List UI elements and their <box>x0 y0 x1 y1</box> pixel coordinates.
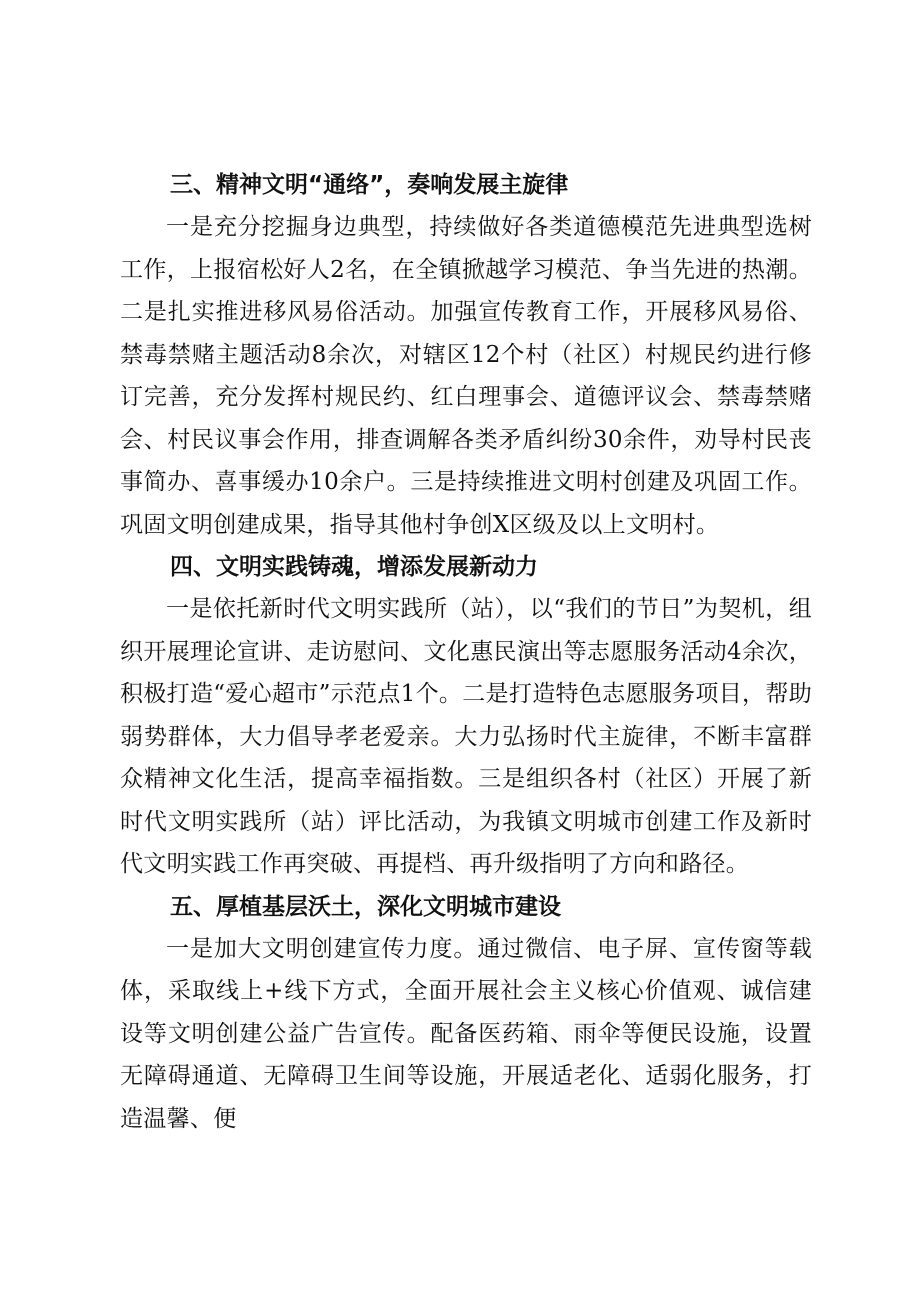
section-paragraph-4: 一是依托新时代文明实践所（站），以“我们的节日”为契机，组织开展理论宣讲、走访慰问、文化惠民演出等志愿服务活动4余次，积极打造“爱心超市”示范点1个。二是打造特色志愿服务项目，帮助弱势群体，大力倡导孝老爱亲。大力弘扬时代主旋律，不断丰富群众精神文化生活，提高幸福指数。三是组织各村（社区）开展了新时代文明实践所（站）评比活动，为我镇文明城市创建工作及新时代文明实践工作再突破、再提档、再升级指明了方向和路径。 <box>120 596 812 877</box>
section-paragraph-5: 一是加大文明创建宣传力度。通过微信、电子屏、宣传窗等载体，采取线上+线下方式，全面开展社会主义核心价值观、诚信建设等文明创建公益广告宣传。配备医药箱、雨伞等便民设施，设置无障碍通道、无障碍卫生间等设施，开展适老化、适弱化服务，打造温馨、便 <box>120 935 812 1132</box>
section-paragraph-3: 一是充分挖掘身边典型，持续做好各类道德模范先进典型选树工作，上报宿松好人2名，在全镇掀越学习模范、争当先进的热潮。二是扎实推进移风易俗活动。加强宣传教育工作，开展移风易俗、禁毒禁赌主题活动8余次，对辖区12个村（社区）村规民约进行修订完善，充分发挥村规民约、红白理事会、道德评议会、禁毒禁赌会、村民议事会作用，排查调解各类矛盾纠纷30余件，劝导村民丧事简办、喜事缓办10余户。三是持续推进文明村创建及巩固工作。巩固文明创建成果，指导其他村争创X区级及以上文明村。 <box>120 214 812 538</box>
document-body <box>120 164 812 1140</box>
section-heading-5: 五、厚植基层沃土，深化文明城市建设 <box>170 893 561 920</box>
section-heading-4: 四、文明实践铸魂，增添发展新动力 <box>170 554 538 580</box>
section-heading-3: 三、精神文明“通络”，奏响发展主旋律 <box>170 172 569 198</box>
